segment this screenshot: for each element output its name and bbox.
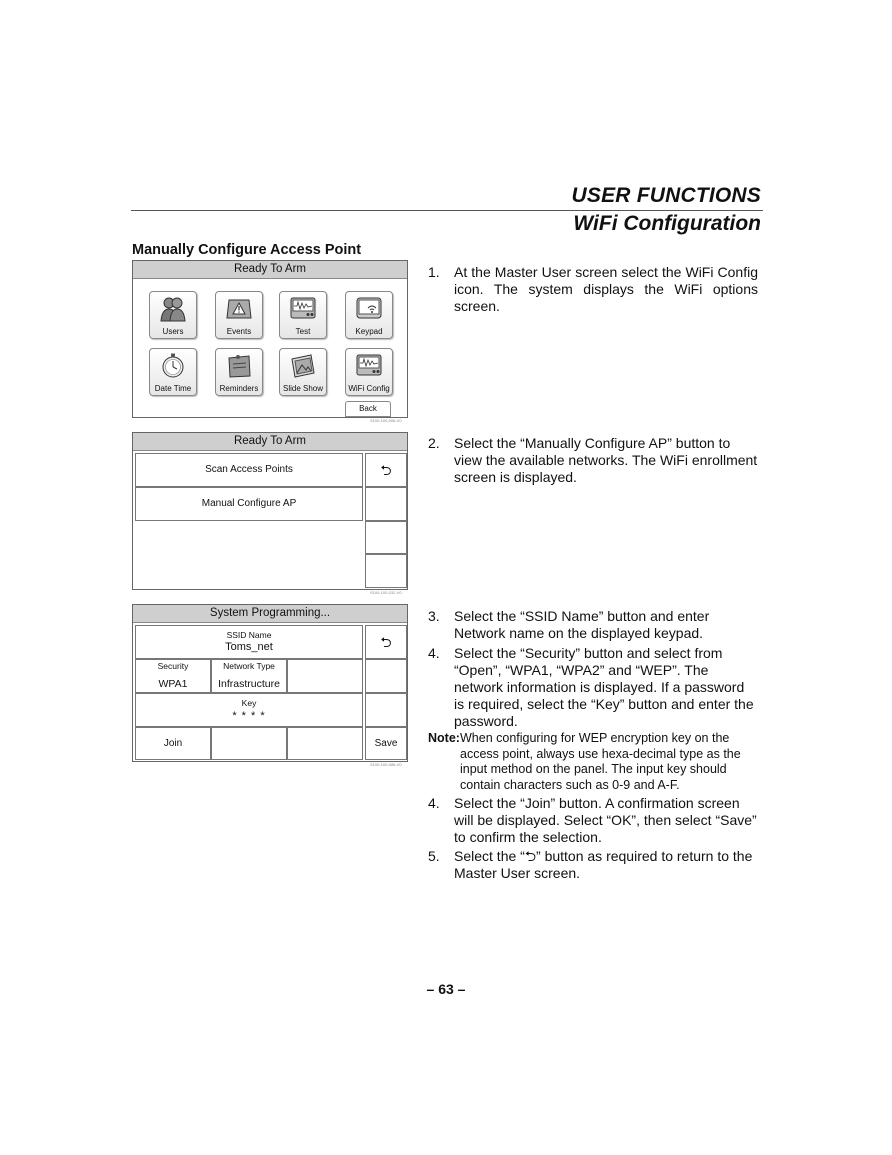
keypad-icon	[355, 296, 383, 322]
return-icon: ⮌	[380, 634, 392, 650]
date-time-button[interactable]	[149, 348, 197, 396]
users-label: Users	[162, 327, 184, 336]
side-button-3[interactable]	[365, 693, 407, 727]
step-number: 2.	[428, 435, 440, 451]
wifi-options-screen	[132, 432, 408, 590]
return-button[interactable]	[365, 453, 407, 487]
step-2	[428, 435, 758, 486]
step-4b	[428, 795, 758, 846]
test-button[interactable]	[279, 291, 327, 339]
side-button-2[interactable]	[365, 659, 407, 693]
side-button-2[interactable]	[365, 487, 407, 521]
blank-field	[287, 659, 363, 693]
scan-access-points-button[interactable]: Scan Access Points	[135, 453, 363, 487]
chapter-title: USER FUNCTIONS	[571, 184, 761, 207]
stopwatch-icon	[159, 353, 187, 379]
step-4	[428, 645, 758, 730]
step-text: Select the “Security” button and select from “Open”, “WPA1, “WPA2” and “WEP”. The network information is displayed. If a password is required, select the “Key” button and enter the password.	[454, 645, 754, 729]
slide-show-button[interactable]	[279, 348, 327, 396]
step-1	[428, 264, 758, 315]
events-label: Events	[226, 327, 252, 336]
keypad-button[interactable]	[345, 291, 393, 339]
security-button[interactable]	[135, 659, 211, 693]
step-5	[428, 848, 758, 882]
users-button[interactable]	[149, 291, 197, 339]
slide-show-label: Slide Show	[282, 384, 324, 393]
users-icon	[159, 296, 187, 322]
screen-title: Ready To Arm	[133, 261, 407, 279]
ssid-name-value: Toms_net	[225, 641, 273, 653]
figure-id: S100-100-006-V0	[370, 418, 402, 423]
wifi-config-icon	[355, 353, 383, 379]
step-number: 4.	[428, 645, 440, 661]
page-number: – 63 –	[426, 981, 466, 997]
step-number: 5.	[428, 848, 440, 864]
note-label: Note:	[428, 731, 460, 745]
return-icon: ⮌	[380, 462, 392, 478]
network-type-button[interactable]	[211, 659, 287, 693]
security-label: Security	[157, 661, 189, 671]
network-type-label: Network Type	[223, 661, 275, 671]
step-3	[428, 608, 758, 642]
step-number: 4.	[428, 795, 440, 811]
note	[428, 731, 758, 793]
date-time-label: Date Time	[154, 384, 192, 393]
slideshow-icon	[289, 353, 317, 379]
ssid-name-label: SSID Name	[226, 630, 272, 640]
step-number: 3.	[428, 608, 440, 624]
key-value: * * * *	[232, 710, 266, 722]
ssid-name-button[interactable]	[135, 625, 363, 659]
reminders-icon	[225, 353, 253, 379]
security-value: WPA1	[158, 678, 188, 690]
wifi-config-label: WiFi Config	[348, 384, 390, 393]
figure-id: S100-100-086-V0	[370, 762, 402, 767]
step-text: Select the “Join” button. A confirmation screen will be displayed. Select “OK”, then select “Save” to confirm the selection.	[454, 795, 757, 845]
reminders-label: Reminders	[219, 384, 259, 393]
master-user-screen	[132, 260, 408, 418]
test-label: Test	[295, 327, 311, 336]
step-text: Select the “Manually Configure AP” button to view the available networks. The WiFi enrollment screen is displayed.	[454, 435, 758, 485]
step-text: Select the “SSID Name” button and enter Network name on the displayed keypad.	[454, 608, 710, 641]
procedure-title: Manually Configure Access Point	[132, 242, 362, 258]
events-button[interactable]	[215, 291, 263, 339]
key-button[interactable]	[135, 693, 363, 727]
side-button-4[interactable]	[365, 554, 407, 588]
wifi-config-button[interactable]	[345, 348, 393, 396]
network-type-value: Infrastructure	[218, 678, 280, 690]
note-text: When configuring for WEP encryption key on the access point, always use hexa-decimal type as the input method on the panel. The input key should contain characters such as 0-9 and A-F.	[460, 731, 741, 792]
side-button-3[interactable]	[365, 521, 407, 554]
join-button[interactable]: Join	[135, 727, 211, 760]
back-button[interactable]: Back	[345, 401, 391, 417]
save-button[interactable]: Save	[365, 727, 407, 760]
screen-title: Ready To Arm	[133, 433, 407, 451]
section-heading: WiFi Configuration	[573, 212, 761, 235]
events-icon	[225, 296, 253, 322]
keypad-label: Keypad	[355, 327, 383, 336]
figure-id: S100-100-032-V0	[370, 590, 402, 595]
screen-title: System Programming...	[133, 605, 407, 623]
key-label: Key	[241, 698, 257, 708]
test-icon	[289, 296, 317, 322]
header-rule	[131, 210, 763, 211]
step-text: Select the “⮌” button as required to return to the Master User screen.	[454, 848, 753, 881]
blank-button-2[interactable]	[287, 727, 363, 760]
manual-configure-ap-button[interactable]: Manual Configure AP	[135, 487, 363, 521]
reminders-button[interactable]	[215, 348, 263, 396]
wifi-enrollment-screen	[132, 604, 408, 762]
return-button[interactable]	[365, 625, 407, 659]
step-text: At the Master User screen select the WiFi Config icon. The system displays the WiFi options screen.	[454, 264, 758, 314]
blank-button-1[interactable]	[211, 727, 287, 760]
step-number: 1.	[428, 264, 440, 280]
